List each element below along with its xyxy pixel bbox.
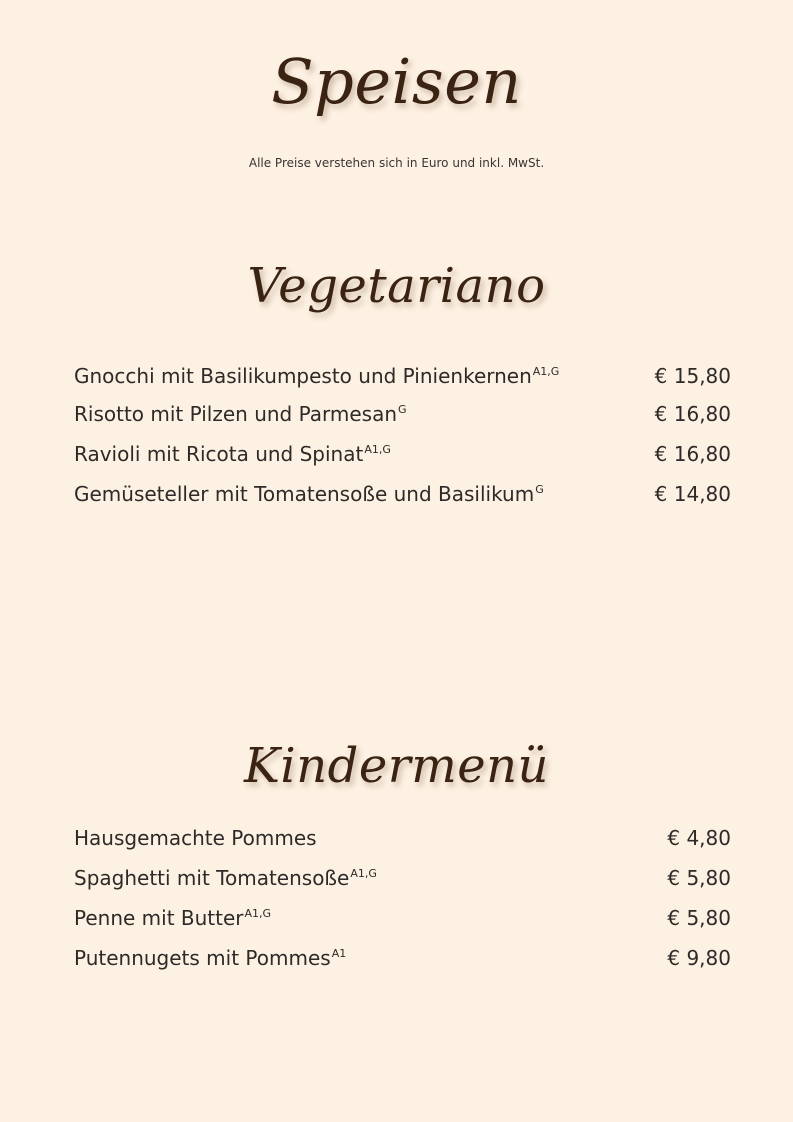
allergen-codes: A1,G — [350, 867, 377, 881]
menu-item-price: € 14,80 — [654, 482, 731, 506]
menu-item-name: Gemüseteller mit Tomatensoße und Basilikum$^G$ — [74, 482, 544, 506]
menu-item-name: Ravioli mit Ricota und Spinat$^{A1,G}$ — [74, 442, 391, 466]
price-note: Alle Preise verstehen sich in Euro und inkl. MwSt. — [248, 156, 545, 170]
menu-item-name: Gnocchi mit Basilikumpesto und Pinienkernen$^{A1,G}$ — [74, 364, 560, 388]
menu-item-name: Hausgemachte Pommes — [74, 826, 317, 850]
menu-item — [74, 480, 731, 508]
menu-item — [74, 824, 731, 852]
menu-item-price: € 5,80 — [667, 866, 731, 890]
menu-item — [74, 440, 731, 468]
section-title-vegetariano: Vegetariano — [247, 258, 546, 314]
allergen-codes: A1,G — [244, 907, 272, 921]
menu-item-price: € 16,80 — [654, 402, 731, 426]
allergen-codes: G — [535, 483, 544, 497]
allergen-codes: G — [398, 403, 407, 417]
menu-item-price: € 9,80 — [667, 946, 731, 970]
allergen-codes: A1,G — [532, 365, 560, 379]
menu-item-name: Putennugets mit Pommes$^{A1}$ — [74, 946, 347, 970]
menu-item-price: € 4,80 — [667, 826, 731, 850]
menu-item-name: Penne mit Butter$^{A1,G}$ — [74, 906, 272, 930]
menu-item — [74, 362, 731, 390]
page-title: Speisen — [271, 45, 522, 118]
allergen-codes: A1 — [331, 947, 347, 961]
menu-item-name: Spaghetti mit Tomatensoße$^{A1,G}$ — [74, 866, 377, 890]
section-title-kindermenu: Kindermenü — [244, 738, 549, 794]
allergen-codes: A1,G — [364, 443, 391, 457]
menu-item-price: € 15,80 — [654, 364, 731, 388]
menu-item — [74, 904, 731, 932]
menu-item-name: Risotto mit Pilzen und Parmesan$^G$ — [74, 402, 407, 426]
menu-item-price: € 16,80 — [654, 442, 731, 466]
menu-item-price: € 5,80 — [667, 906, 731, 930]
menu-item — [74, 944, 731, 972]
menu-item — [74, 400, 731, 428]
menu-item — [74, 864, 731, 892]
